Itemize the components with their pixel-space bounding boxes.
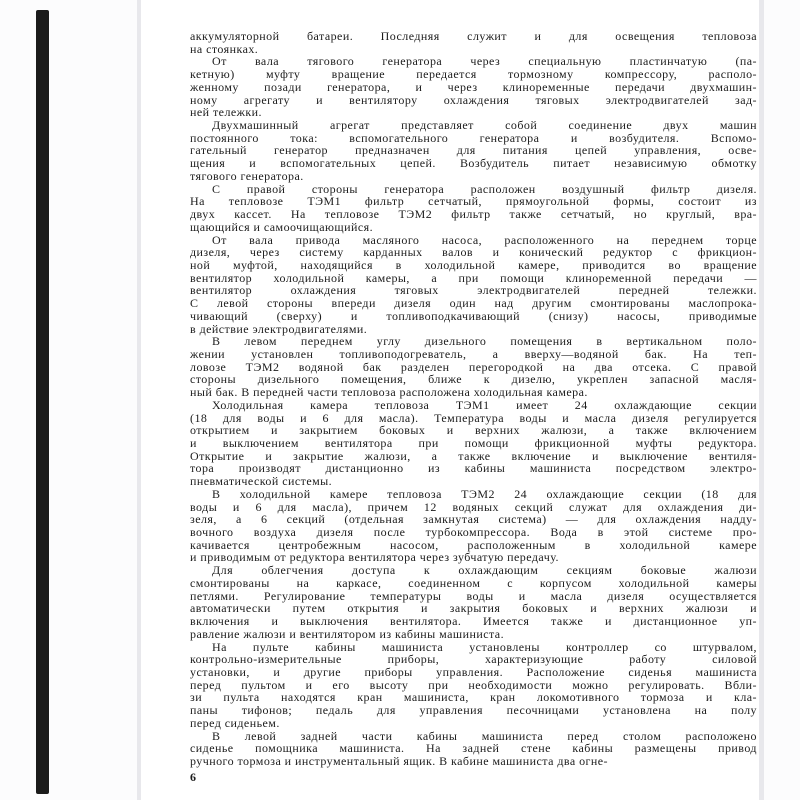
text-line: ной муфтой, находящийся в холодильной камере, приводится во вращение (190, 257, 757, 272)
text-line: контрольно-измерительные приборы, характеризующие работу силовой (190, 652, 757, 667)
text-line: перед сиденьем. (190, 715, 280, 730)
text-line: От вала тягового генератора через специальную пластинчатую (па- (212, 54, 757, 69)
text-line: В левом переднем углу дизельного помещения в вертикальном поло- (212, 334, 757, 349)
text-line: вентилятор охлаждения тяговых электродвигателей передней тележки. (190, 283, 757, 298)
text-line: На пульте кабины машиниста установлены контроллер со штурвалом, (212, 639, 757, 654)
text-line: Для облегчения доступа к охлаждающим секциям боковые жалюзи (212, 563, 757, 578)
text-line: качивается центробежным насосом, расположенным в холодильной камере (190, 537, 757, 552)
page-number: 6 (190, 770, 197, 784)
text-line: аккумуляторной батареи. Последняя служит и для освещения тепловоза (190, 29, 757, 43)
text-line: В левой задней части кабины машиниста перед столом расположено (212, 728, 757, 743)
text-line: автоматически путем открытия и закрытия боковых и верхних жалюзи и (190, 601, 757, 616)
text-line: кетную) муфту вращение передается тормозному компрессору, располо- (190, 67, 757, 82)
text-line: тора производят дистанционно из кабины машиниста посредством электро- (190, 461, 757, 476)
paragraph (190, 30, 757, 55)
paragraph (190, 335, 757, 399)
text-line: перед пультом и его высоту при необходимости можно регулировать. Вбли- (190, 677, 757, 692)
paragraph (190, 564, 757, 640)
text-line: ней тележки. (190, 105, 262, 120)
text-line: и выключением вентилятора при помощи фрикционной муфты редуктора. (190, 436, 757, 450)
text-line: ный бак. В передней части тепловоза расположена холодильная камера. (190, 385, 588, 400)
text-line: двух кассет. На тепловозе ТЭМ2 фильтр также сетчатый, но круглый, вра- (190, 207, 757, 222)
paragraph (190, 399, 757, 488)
text-line: вочного воздуха дизеля после турбокомпрессора. Вода в этой системе про- (190, 525, 757, 540)
text-line: установки, и другие приборы управления. Расположение сиденья машиниста (190, 664, 757, 679)
text-line: сиденье помощника машиниста. На задней стене кабины размещены привод (190, 741, 757, 756)
text-line: Двухмашинный агрегат представляет собой соединение двух машин (212, 118, 757, 133)
text-line: (18 для воды и 6 для масла). Температура воды и масла дизеля регулируется (190, 410, 757, 425)
page-text (190, 30, 757, 768)
text-line: жении установлен топливоподогреватель, а вверху—водяной бак. На теп- (190, 346, 757, 361)
book-page (137, 0, 764, 800)
text-line: и приводимым от редуктора вентилятора через зубчатую передачу. (190, 550, 559, 565)
text-line: дизеля, через систему карданных валов и конический редуктор с фрикцион- (190, 245, 757, 260)
text-line: смонтированы на каркасе, соединенном с корпусом холодильной камеры (190, 575, 757, 590)
text-line: паны тифонов; педаль для управления песочницами установлена на полу (190, 703, 757, 718)
text-line: щающийся и самоочищающийся. (190, 219, 374, 234)
paragraph (190, 730, 757, 768)
text-line: ному агрегату и вентилятору охлаждения тяговых электродвигателей зад- (190, 92, 757, 107)
text-line: в действие электродвигателями. (190, 321, 368, 336)
book-edge-shadow (36, 10, 49, 794)
text-line: На тепловозе ТЭМ1 фильтр сетчатый, прямоугольной формы, состоит из (190, 194, 757, 209)
text-line: Открытие и закрытие жалюзи, а также включение и выключение вентиля- (190, 448, 757, 463)
text-line: ловозе ТЭМ2 водяной бак разделен перегородкой на два отсека. С правой (190, 359, 757, 374)
text-line: зеля, а 6 секций (отдельная замкнутая система) — для охлаждения надду- (190, 512, 757, 527)
text-line: открытием и закрытием боковых и верхних жалюзи, а также включением (190, 423, 757, 438)
text-line: постоянного тока: вспомогательного генератора и возбудителя. Вспомо- (190, 130, 757, 145)
paragraph (190, 234, 757, 336)
text-line: пневматической системы. (190, 474, 333, 489)
paragraph (190, 55, 757, 119)
text-line: С правой стороны генератора расположен воздушный фильтр дизеля. (212, 181, 757, 196)
paragraph (190, 183, 757, 234)
text-line: чивающий (сверху) и топливоподкачивающий (снизу) насосы, приводимые (190, 308, 757, 323)
paragraph (190, 119, 757, 183)
text-line: на стоянках. (190, 41, 259, 56)
text-line: петлями. Регулирование температуры воды и масла дизеля осуществляется (190, 588, 757, 603)
text-line: С левой стороны впереди дизеля один над другим смонтированы маслопрока- (190, 296, 757, 311)
text-line: ручного тормоза и инструментальный ящик. В кабине машиниста два огне- (190, 753, 608, 768)
text-line: Холодильная камера тепловоза ТЭМ1 имеет 24 охлаждающие секции (212, 397, 757, 412)
text-line: гательный генератор предназначен для питания цепей управления, осве- (190, 143, 757, 158)
text-line: тягового генератора. (190, 168, 304, 183)
text-line: равление жалюзи и вентилятором из кабины машиниста. (190, 626, 505, 641)
text-line: щения и вспомогательных цепей. Возбудитель питает независимую обмотку (190, 156, 757, 171)
text-line: стороны дизельного помещения, ближе к дизелю, укреплен запасной масля- (190, 372, 757, 387)
paragraph (190, 488, 757, 564)
text-line: В холодильной камере тепловоза ТЭМ2 24 охлаждающие секции (18 для (212, 486, 757, 501)
text-line: воды и 6 для масла), причем 12 водяных секций служат для охлаждения ди- (190, 499, 757, 514)
text-line: женному позади генератора, и через клиноременные передачи двухмашин- (190, 79, 757, 94)
text-line: включения и выключения вентилятора. Имеется также и дистанционное уп- (190, 614, 757, 629)
text-line: вентилятор холодильной камеры, а при помощи клиноременной передачи — (190, 270, 757, 285)
text-line: зи пульта находятся кран машиниста, кран локомотивного тормоза и кла- (190, 690, 757, 705)
paragraph (190, 641, 757, 730)
text-line: От вала привода масляного насоса, расположенного на переднем торце (212, 232, 757, 247)
